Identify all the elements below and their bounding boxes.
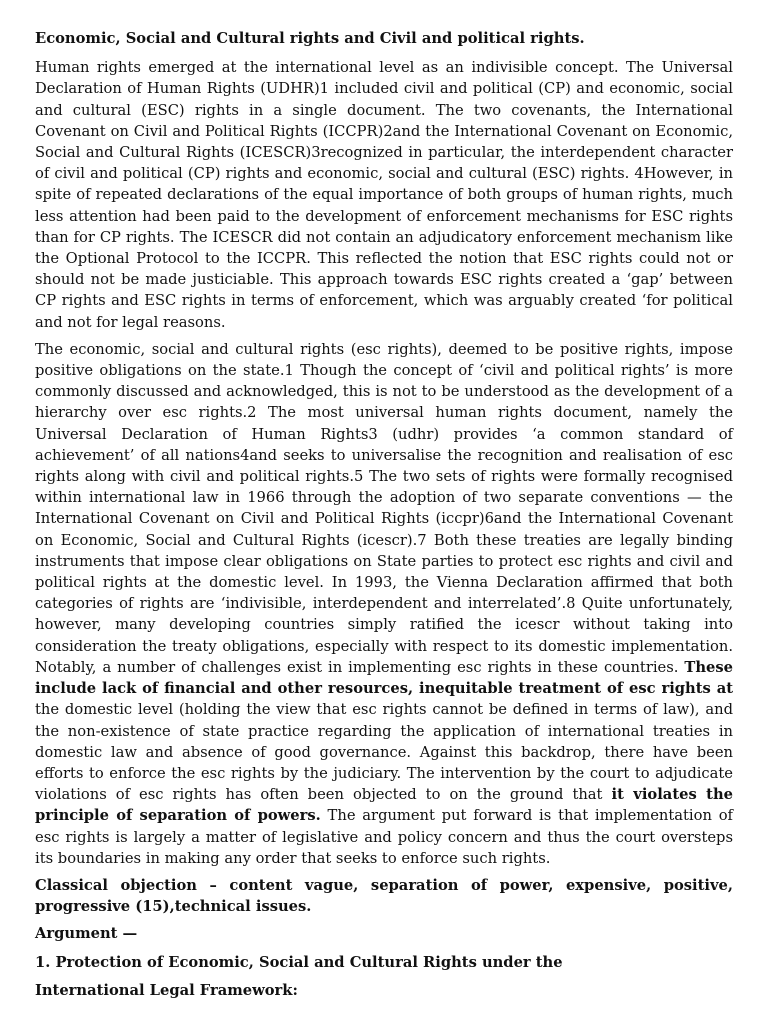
paragraph-esc-text-3: The argument put forward is that implementation of esc rights is largely a matter of legislative and policy concern and thus the court oversteps its boundaries in making any order that seeks to enforce such rights. — [35, 807, 733, 867]
paragraph-esc-rights — [35, 339, 733, 869]
classical-objection-note: Classical objection – content vague, separation of power, expensive, positive, progressive (15),technical issues. — [35, 876, 733, 916]
argument-heading: Argument — — [35, 925, 138, 943]
document-title: Economic, Social and Cultural rights and Civil and political rights. — [35, 30, 585, 47]
paragraph-esc-text-1: The economic, social and cultural rights (esc rights), deemed to be positive rights, impose positive obligations on the state.1 Though the concept of ‘civil and political rights’ is more commonly discussed and acknowledged, this is not to be understood as the development of a hierarchy over esc rights.2 The most universal human rights document, namely the Universal Declaration of Human Rights3 (udhr) provides ‘a common standard of achievement’ of all nations4and seeks to universalise the recognition and realisation of esc rights along with civil and political rights.5 The two sets of rights were formally recognised within international law in 1966 through the adoption of two separate conventions — the International Covenant on Civil and Political Rights (iccpr)6and the International Covenant on Economic, Social and Cultural Rights (icescr).7 Both these treaties are legally binding instruments that impose clear obligations on State parties to protect esc rights and civil and political rights at the domestic level. In 1993, the Vienna Declaration affirmed that both categories of rights are ‘indivisible, interdependent and interrelated’.8 Quite unfortunately, however, many developing countries simply ratified the icescr without taking into consideration the treaty obligations, especially with respect to its domestic implementation. Notably, a number of challenges exist in implementing esc rights in these countries. — [35, 340, 733, 676]
paragraph-esc-bold-challenges: These include lack of financial and other resources, inequitable treatment of esc rights at — [35, 658, 733, 698]
document-page — [35, 28, 733, 1008]
paragraph-esc-text-2: the domestic level (holding the view that esc rights cannot be defined in terms of law), and the non-existence of state practice regarding the application of international treaties in domestic law and absence of good governance. Against this backdrop, there have been efforts to enforce the esc rights by the judiciary. The intervention by the court to adjudicate violations of esc rights has often been objected to on the ground that — [35, 701, 733, 804]
section-heading-line-2: International Legal Framework: — [35, 981, 298, 999]
section-heading-line-1: 1. Protection of Economic, Social and Cultural Rights under the — [35, 953, 563, 971]
paragraph-esc-bold-separation: it violates the principle of separation of powers. — [35, 786, 733, 825]
paragraph-udhr-overview: Human rights emerged at the international level as an indivisible concept. The Universal Declaration of Human Rights (UDHR)1 included civil and political (CP) and economic, social and cultural (ESC) rights in a single document. The two covenants, the International Covenant on Civil and Political Rights (ICCPR)2and the International Covenant on Economic, Social and Cultural Rights (ICESCR)3recognized in particular, the interdependent character of civil and political (CP) rights and economic, social and cultural (ESC) rights. 4However, in spite of repeated declarations of the equal importance of both groups of human rights, much less attention had been paid to the development of enforcement mechanisms for ESC rights than for CP rights. The ICESCR did not contain an adjudicatory enforcement mechanism like the Optional Protocol to the ICCPR. This reflected the notion that ESC rights could not or should not be made justiciable. This approach towards ESC rights created a ‘gap’ between CP rights and ESC rights in terms of enforcement, which was arguably created ‘for political and not for legal reasons. — [35, 59, 733, 331]
